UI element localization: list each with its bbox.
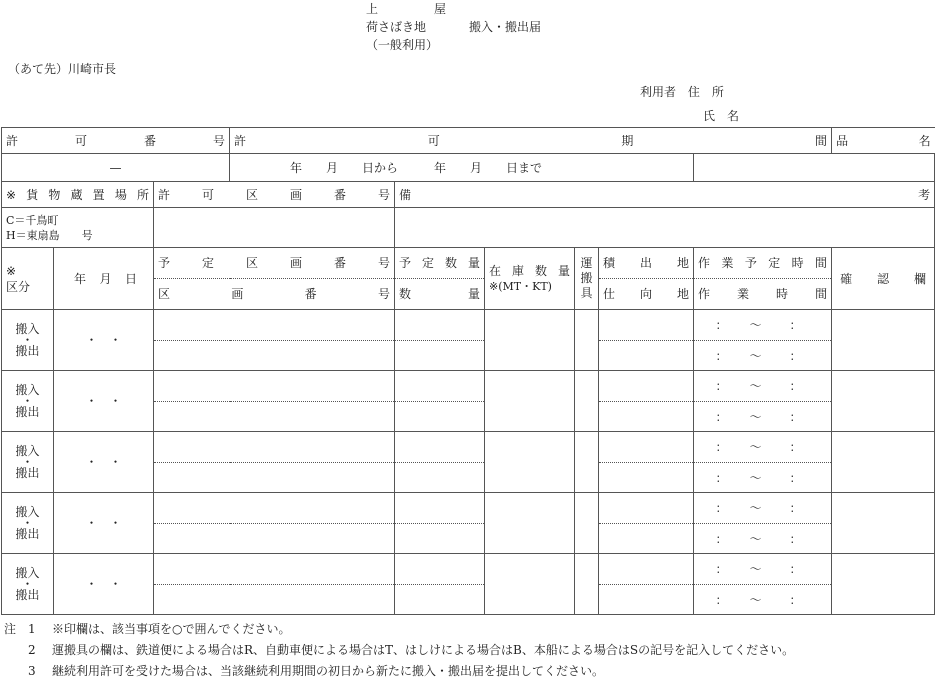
location-chidori: C＝千鳥町 [6,213,59,227]
storage-char: 貨 [26,187,39,202]
planned-section-char: 予 [158,256,171,270]
entry-work-time[interactable]: ： 〜 ： [694,341,832,371]
remarks-char: 備 [399,187,412,202]
date-char: 月 [99,271,112,286]
entry-confirm[interactable] [832,493,935,554]
entry-transport[interactable] [575,432,599,493]
entry-planned-time[interactable]: ： 〜 ： [694,493,832,524]
title-line-1: 上 屋 [366,2,469,16]
form-title-block [366,0,541,54]
permit-period-char: 可 [427,133,440,148]
destination-char: 仕 [603,287,616,301]
confirm-header [832,248,935,310]
note-text: 運搬具の欄は、鉄道便による場合はR、自動車便による場合はT、はしけによる場合はB、本船による場合はSの記号を記入してください。 [52,643,795,657]
entry-qty[interactable] [395,402,485,432]
entry-transport[interactable] [575,371,599,432]
entry-planned-time[interactable]: ： 〜 ： [694,371,832,402]
location-higashiogishima: H＝東扇島 号 [6,228,93,242]
notes [4,619,794,681]
date-char: 日 [124,271,137,286]
permit-number-char: 番 [144,133,157,148]
entry-kind[interactable] [2,371,54,432]
kind-dot: ・ [21,394,34,408]
entry-transport[interactable] [575,554,599,615]
entry-work-time[interactable]: ： 〜 ： [694,524,832,554]
planned-time-char: 作 [698,256,711,270]
entry-date[interactable]: ・ ・ [54,310,154,371]
section-number-char: 号 [378,187,391,202]
item-name-char: 品 [836,133,849,148]
permit-number-value[interactable]: — [2,154,230,182]
work-time-char: 作 [698,287,711,301]
kind-out: 搬出 [15,527,40,541]
entry-work-time[interactable]: ： 〜 ： [694,463,832,493]
kind-in: 搬入 [15,505,40,519]
stock-char: 在 [489,263,502,278]
entry-planned-time[interactable]: ： 〜 ： [694,310,832,341]
category-mark: ※ [6,263,17,278]
entry-planned-qty[interactable] [395,493,485,524]
section-number-char: 区 [246,187,259,202]
loading-char: 地 [676,256,689,270]
date-char: 年 [74,271,87,286]
qty-char: 数 [399,287,412,301]
entry-planned-section[interactable] [154,554,395,585]
confirm-char: 認 [877,271,890,286]
note-text: 継続利用許可を受けた場合は、当該継続利用期間の初日から新たに搬入・搬出届を提出してください。 [52,664,605,678]
entry-confirm[interactable] [832,432,935,493]
address-label: 住 所 [687,85,724,99]
stock-char: 数 [534,263,547,278]
planned-section-char: 番 [334,256,347,270]
permit-number-char: 許 [6,133,19,148]
entry-kind[interactable] [2,310,54,371]
kind-dot: ・ [21,516,34,530]
entry-section[interactable] [154,585,395,615]
planned-time-char: 業 [721,256,734,270]
remarks-value[interactable] [395,208,935,248]
note-item [4,661,794,681]
storage-char: 蔵 [70,187,83,202]
entry-confirm[interactable] [832,310,935,371]
entry-kind[interactable] [2,554,54,615]
section-char: 画 [231,287,244,301]
stock-char: 量 [557,263,570,278]
section-number-char: 画 [290,187,303,202]
form-table [1,127,935,615]
storage-char: 置 [92,187,105,202]
kind-out: 搬出 [15,344,40,358]
planned-qty-char: 量 [467,256,480,270]
kind-out: 搬出 [15,466,40,480]
entry-qty[interactable] [395,524,485,554]
planned-qty-char: 定 [422,256,435,270]
addressee: （あて先）川崎市長 [8,62,117,76]
confirm-char: 確 [840,271,853,286]
entry-loading[interactable] [599,432,694,463]
qty-header [395,279,485,310]
entry-stock[interactable] [485,371,575,432]
entry-planned-qty[interactable] [395,310,485,341]
planned-time-header [694,248,832,279]
work-time-char: 間 [815,287,828,301]
entry-destination[interactable] [599,463,694,493]
planned-time-char: 時 [791,256,804,270]
date-header [54,248,154,310]
entry-qty[interactable] [395,585,485,615]
kind-in: 搬入 [15,566,40,580]
transport-label: 運搬具 [580,256,593,300]
item-name-header [832,128,935,154]
entry-section[interactable] [154,402,395,432]
entry-planned-section[interactable] [154,310,395,341]
planned-qty-char: 予 [399,256,412,270]
entry-kind[interactable] [2,493,54,554]
entry-work-time[interactable]: ： 〜 ： [694,585,832,615]
loading-char: 積 [603,256,616,270]
permit-period-char: 許 [234,133,247,148]
entry-date[interactable]: ・ ・ [54,493,154,554]
entry-destination[interactable] [599,341,694,371]
stock-header [485,248,575,310]
planned-time-char: 定 [768,256,781,270]
kind-in: 搬入 [15,322,40,336]
entry-destination[interactable] [599,585,694,615]
entry-qty[interactable] [395,463,485,493]
destination-char: 向 [640,287,653,301]
confirm-char: 欄 [914,271,927,286]
qty-char: 量 [468,287,481,301]
section-number-char: 番 [334,187,347,202]
planned-section-char: 号 [378,256,391,270]
destination-char: 地 [676,287,689,301]
entry-qty[interactable] [395,341,485,371]
user-address-label [640,83,724,100]
planned-time-char: 予 [744,256,757,270]
entry-planned-section[interactable] [154,493,395,524]
entry-planned-time[interactable]: ： 〜 ： [694,554,832,585]
permit-period-header [230,128,832,154]
entry-planned-time[interactable]: ： 〜 ： [694,432,832,463]
entry-stock[interactable] [485,554,575,615]
section-number-header [154,182,395,208]
entry-kind[interactable] [2,432,54,493]
kind-in: 搬入 [15,444,40,458]
category-label: 区分 [6,279,31,294]
entry-section[interactable] [154,524,395,554]
entry-transport[interactable] [575,493,599,554]
category-header [2,248,54,310]
entry-planned-qty[interactable] [395,432,485,463]
entry-date[interactable]: ・ ・ [54,554,154,615]
kind-dot: ・ [21,577,34,591]
remarks-char: 考 [918,187,931,202]
note-item [4,640,794,661]
entry-loading[interactable] [599,310,694,341]
work-time-char: 時 [776,287,789,301]
section-header [154,279,395,310]
remarks-header [395,182,935,208]
section-number-char: 許 [158,187,171,202]
entry-planned-qty[interactable] [395,371,485,402]
item-name-char: 名 [918,133,931,148]
note-number: 2 [28,643,36,657]
entry-transport[interactable] [575,310,599,371]
note-number: 1 [28,622,36,636]
storage-char: 場 [114,187,127,202]
planned-section-char: 区 [246,256,259,270]
form-title: 搬入・搬出届 [469,20,542,34]
kind-in: 搬入 [15,383,40,397]
user-name-label: 氏 名 [703,109,740,123]
entry-stock[interactable] [485,310,575,371]
entry-destination[interactable] [599,524,694,554]
entry-work-time[interactable]: ： 〜 ： [694,402,832,432]
permit-period-char: 間 [815,133,828,148]
work-time-header [694,279,832,310]
storage-location-value[interactable] [2,208,154,248]
kind-out: 搬出 [15,405,40,419]
permit-period-value[interactable] [230,154,694,182]
entry-confirm[interactable] [832,371,935,432]
entry-destination[interactable] [599,402,694,432]
section-number-value[interactable] [154,208,395,248]
entry-loading[interactable] [599,554,694,585]
note-number: 3 [28,664,36,678]
entry-section[interactable] [154,463,395,493]
entry-stock[interactable] [485,432,575,493]
entry-date[interactable]: ・ ・ [54,432,154,493]
notes-label: 注 [4,622,17,636]
planned-section-char: 画 [290,256,303,270]
entry-planned-qty[interactable] [395,554,485,585]
planned-section-char: 定 [202,256,215,270]
stock-char: 庫 [512,263,525,278]
storage-location-header [2,182,154,208]
section-number-char: 可 [202,187,215,202]
entry-planned-section[interactable] [154,432,395,463]
note-text: ※印欄は、該当事項を○で囲んでください。 [52,622,291,636]
title-line-3: （一般利用） [366,38,439,52]
permit-number-char: 可 [75,133,88,148]
entry-section[interactable] [154,341,395,371]
destination-header [599,279,694,310]
planned-qty-char: 数 [444,256,457,270]
section-char: 号 [377,287,390,301]
transport-header [575,248,599,310]
work-time-char: 業 [737,287,750,301]
title-line-2: 荷さばき地 [366,20,427,34]
entry-confirm[interactable] [832,554,935,615]
storage-char: 物 [48,187,61,202]
entry-loading[interactable] [599,371,694,402]
entry-date[interactable]: ・ ・ [54,371,154,432]
section-char: 区 [158,287,171,301]
storage-char: 所 [136,187,149,202]
planned-time-char: 間 [815,256,828,270]
kind-dot: ・ [21,333,34,347]
permit-period-char: 期 [621,133,634,148]
loading-char: 出 [640,256,653,270]
planned-qty-header [395,248,485,279]
permit-period-text: 年 月 日から 年 月 日まで [290,160,543,175]
kind-out: 搬出 [15,588,40,602]
item-name-value[interactable] [694,154,935,182]
planned-section-header [154,248,395,279]
note-item [4,619,794,640]
kind-dot: ・ [21,455,34,469]
permit-number-char: 号 [213,133,226,148]
entry-planned-section[interactable] [154,371,395,402]
entry-stock[interactable] [485,493,575,554]
entry-loading[interactable] [599,493,694,524]
permit-number-header [2,128,230,154]
storage-char: ※ [6,187,17,202]
section-char: 番 [304,287,317,301]
loading-header [599,248,694,279]
user-label: 利用者 [640,85,677,99]
stock-unit: ※(MT・KT) [489,279,552,293]
